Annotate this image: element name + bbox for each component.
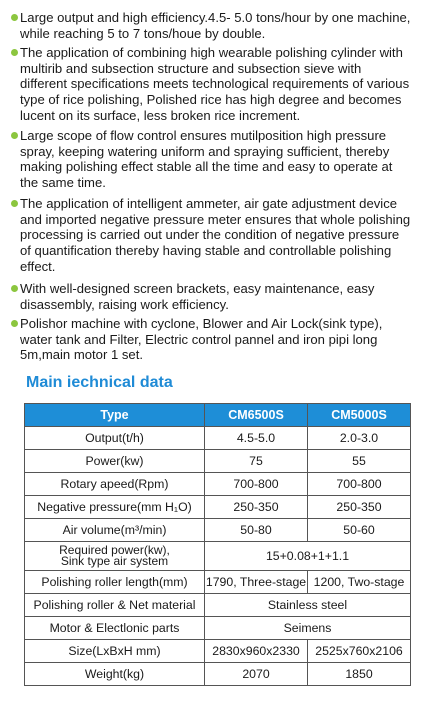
table-row (25, 640, 411, 663)
bullet-icon (11, 49, 18, 56)
section-title: Main iechnical data (26, 374, 173, 391)
feature-text: The application of combining high wearable polishing cylinder with multirib and subsection structure and subsection sieve with different specifications meets technological requirements of various type of rice polishing, Polished rice has high degree and becomes lucent on its surface, less broken rice increment. (20, 45, 410, 123)
cm5000s-value: 2525x760x2106 (308, 640, 411, 663)
bullet-icon (11, 14, 18, 21)
table-row (25, 617, 411, 640)
row-label: Size(LxBxH mm) (25, 640, 205, 663)
row-label: Output(t/h) (25, 427, 205, 450)
cm6500s-value: 700-800 (205, 473, 308, 496)
row-label: Polishing roller & Net material (25, 594, 205, 617)
table-row (25, 594, 411, 617)
cm5000s-value: 2.0-3.0 (308, 427, 411, 450)
cm6500s-value: 2830x960x2330 (205, 640, 308, 663)
feature-text: Large scope of flow control ensures mutilposition high pressure spray, keeping watering uniform and spraying sufficient, thereby making polishing effect stable all the time and easy to operate at the same time. (20, 128, 393, 191)
table-row (25, 519, 411, 542)
cm6500s-value: 1790, Three-stage (205, 571, 308, 594)
row-label: Air volume(m³/min) (25, 519, 205, 542)
row-label (25, 542, 205, 571)
row-label-line2: Sink type air system (60, 554, 169, 568)
cm6500s-value: 250-350 (205, 496, 308, 519)
table-row (25, 571, 411, 594)
header-type: Type (25, 404, 205, 427)
header-cm5000s: CM5000S (308, 404, 411, 427)
cm6500s-value: 75 (205, 450, 308, 473)
header-cm6500s: CM6500S (205, 404, 308, 427)
table-header-row (25, 404, 411, 427)
bullet-icon (11, 285, 18, 292)
bullet-icon (11, 132, 18, 139)
row-label: Rotary apeed(Rpm) (25, 473, 205, 496)
table-row (25, 473, 411, 496)
row-label: Weight(kg) (25, 663, 205, 686)
cm6500s-value: 50-80 (205, 519, 308, 542)
feature-text: The application of intelligent ammeter, air gate adjustment device and imported negative pressure meter ensures that whole polishing processing is carried out under the condition of negative pressure of quantification thereby having stable and controllable polishing effect. (20, 196, 411, 274)
merged-value: 15+0.08+1+1.1 (205, 542, 411, 571)
cm5000s-value: 700-800 (308, 473, 411, 496)
cm5000s-value: 50-60 (308, 519, 411, 542)
merged-value: Stainless steel (205, 594, 411, 617)
cm6500s-value: 4.5-5.0 (205, 427, 308, 450)
spec-table (24, 403, 411, 686)
feature-text: Large output and high efficiency.4.5- 5.0 tons/hour by one machine, while reaching 5 to 7 tons/houe by double. (20, 10, 411, 41)
feature-text: Polishor machine with cyclone, Blower and Air Lock(sink type), water tank and Filter, Electric control pannel and iron pipi long 5m,main motor 1 set. (20, 316, 383, 363)
cm6500s-value: 2070 (205, 663, 308, 686)
table-row (25, 496, 411, 519)
row-label: Power(kw) (25, 450, 205, 473)
cm5000s-value: 55 (308, 450, 411, 473)
table-row (25, 427, 411, 450)
row-label: Polishing roller length(mm) (25, 571, 205, 594)
cm5000s-value: 1200, Two-stage (308, 571, 411, 594)
merged-value: Seimens (205, 617, 411, 640)
row-label: Negative pressure(mm H₁O) (25, 496, 205, 519)
table-row (25, 663, 411, 686)
cm5000s-value: 250-350 (308, 496, 411, 519)
bullet-icon (11, 200, 18, 207)
feature-text: With well-designed screen brackets, easy maintenance, easy disassembly, raising work efficiency. (20, 281, 375, 312)
row-label: Motor & Electlonic parts (25, 617, 205, 640)
bullet-icon (11, 320, 18, 327)
table-row (25, 542, 411, 571)
row-label-line1: Required power(kw), (59, 543, 170, 557)
cm5000s-value: 1850 (308, 663, 411, 686)
table-row (25, 450, 411, 473)
